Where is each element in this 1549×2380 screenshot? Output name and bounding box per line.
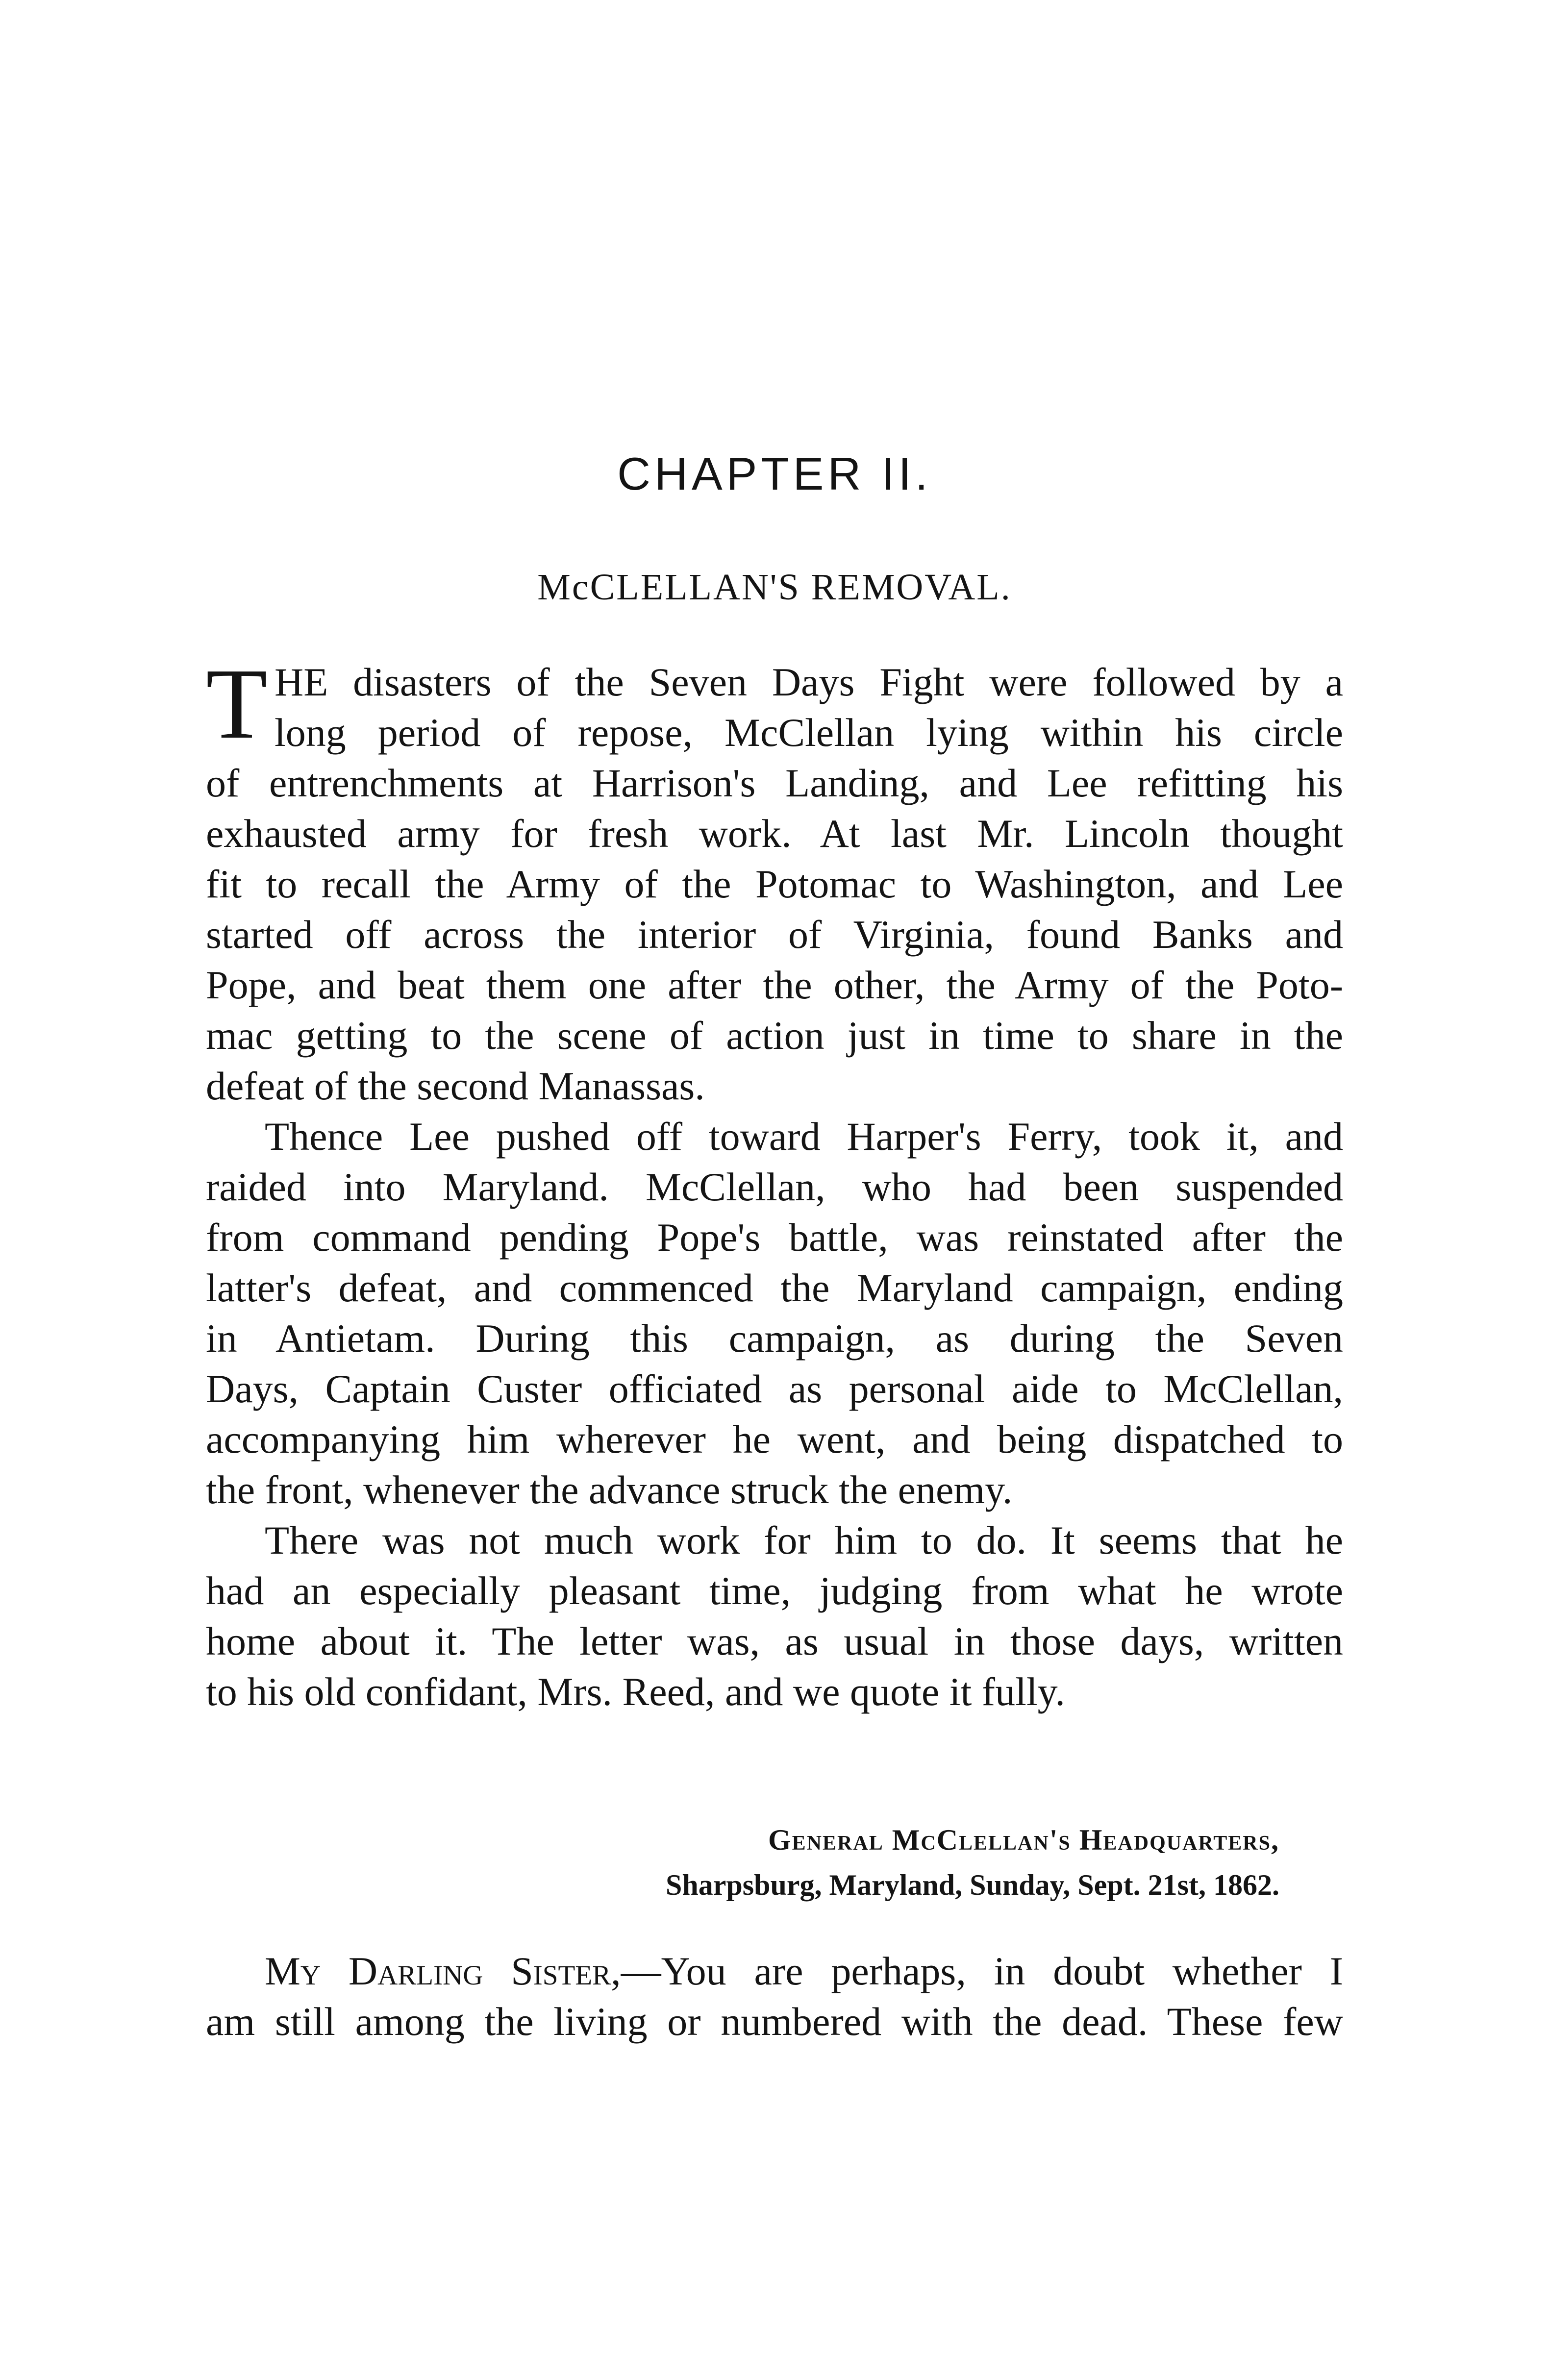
text-line: HE disasters of the Seven Days Fight were followed by a [275,660,1343,704]
text-line: mac getting to the scene of action just in time to share in the [206,1013,1343,1058]
text-line: raided into Maryland. McClellan, who had been suspended [206,1165,1343,1209]
text-line: defeat of the second Manassas. [206,1064,705,1108]
text-line: home about it. The letter was, as usual in those days, written [206,1619,1343,1663]
text-line: fit to recall the Army of the Potomac to Washington, and Lee [206,862,1343,906]
paragraph-2 [206,1111,1343,1515]
paragraph-1 [206,647,1343,1111]
letter-heading-date: Sharpsburg, Maryland, Sunday, Sept. 21st, 1862. [666,1869,1279,1901]
text-line: exhausted army for fresh work. At last Mr. Lincoln thought [206,811,1343,856]
text-line: had an especially pleasant time, judging from what he wrote [206,1568,1343,1613]
text-line: started off across the interior of Virginia, found Banks and [206,912,1343,957]
text-line: the front, whenever the advance struck the enemy. [206,1467,1013,1512]
text-line: am still among the living or numbered with the dead. These few [206,1999,1343,2044]
text-line: accompanying him wherever he went, and being dispatched to [206,1417,1343,1462]
letter-body-text: —You are perhaps, in doubt whether I [621,1949,1343,1993]
chapter-heading: CHAPTER II. [617,448,932,499]
text-line: long period of repose, McClellan lying within his circle [275,710,1343,755]
letter-salutation: My Darling Sister, [265,1949,621,1993]
chapter-title: McCLELLAN'S REMOVAL. [537,567,1012,608]
letter-body [206,1946,1343,2047]
text-line: Pope, and beat them one after the other, the Army of the Poto- [206,963,1343,1007]
text-line: There was not much work for him to do. It seems that he [265,1518,1343,1562]
text-line: latter's defeat, and commenced the Maryland campaign, ending [206,1265,1343,1310]
text-line: Days, Captain Custer officiated as personal aide to McClellan, [206,1366,1343,1411]
drop-cap: T [206,647,268,760]
text-line: in Antietam. During this campaign, as during the Seven [206,1316,1343,1361]
text-line: from command pending Pope's battle, was reinstated after the [206,1215,1343,1260]
text-line: Thence Lee pushed off toward Harper's Ferry, took it, and [265,1114,1343,1159]
text-line: to his old confidant, Mrs. Reed, and we quote it fully. [206,1669,1065,1714]
paragraph-3 [206,1515,1343,1717]
text-line [206,1946,1343,1996]
letter-heading-location: General McClellan's Headquarters, [768,1824,1279,1856]
text-line: of entrenchments at Harrison's Landing, and Lee refitting his [206,761,1343,805]
body-text [206,647,1343,1717]
